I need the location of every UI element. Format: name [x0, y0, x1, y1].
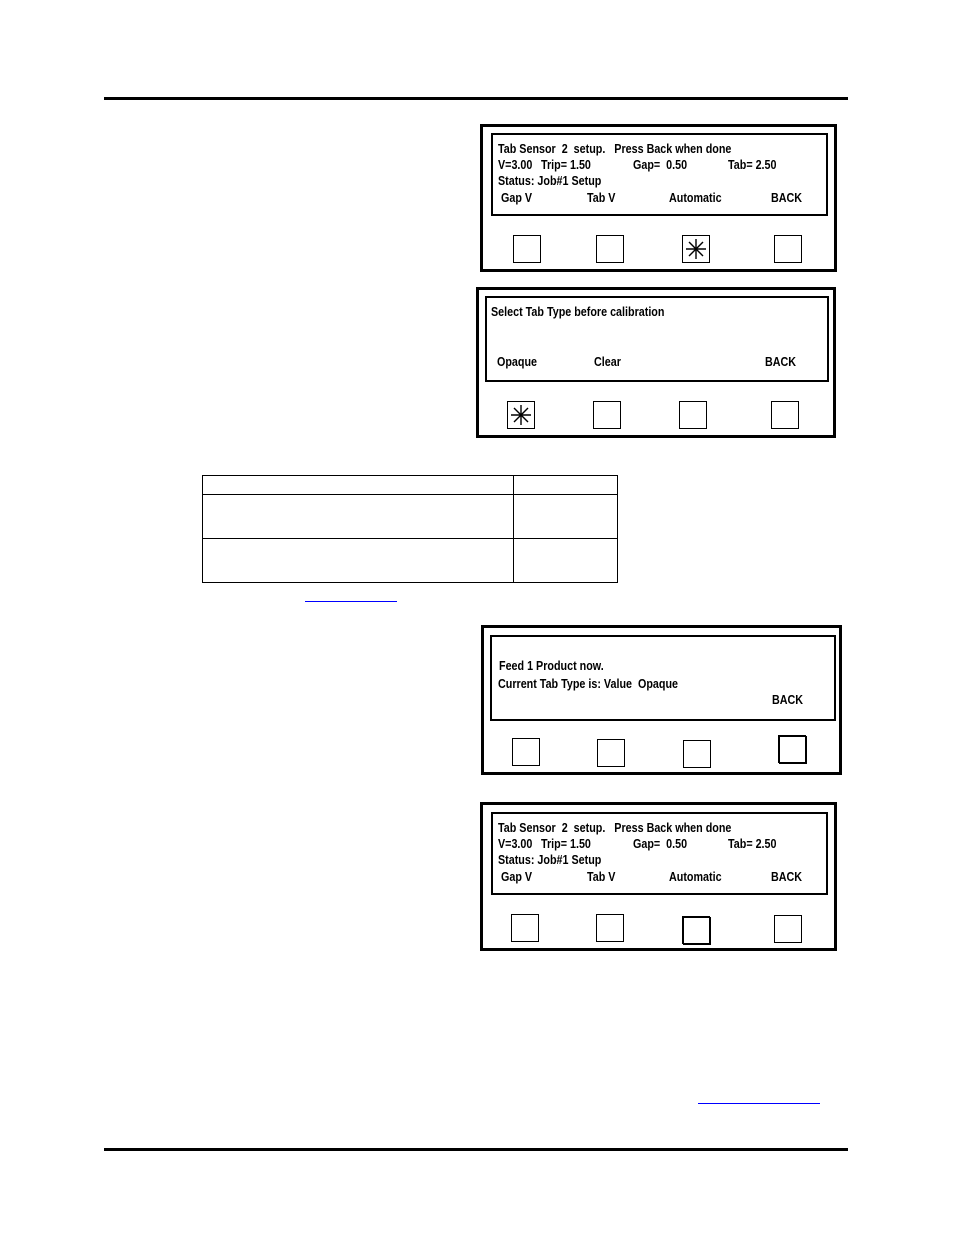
- softkey-1-button[interactable]: [511, 914, 539, 942]
- voltage-value: V=3.00: [498, 158, 533, 172]
- softkey-label-opaque: Opaque: [497, 355, 538, 369]
- softkey-1-button[interactable]: [512, 738, 540, 766]
- softkey-2-button[interactable]: [593, 401, 621, 429]
- softkey-label-automatic: Automatic: [669, 870, 722, 884]
- softkey-label-back: BACK: [771, 191, 803, 205]
- footer-rule: [104, 1148, 848, 1151]
- screen-title: Tab Sensor 2 setup. Press Back when done: [498, 142, 732, 156]
- lcd-screen: [490, 635, 836, 721]
- link-underline[interactable]: [698, 1103, 820, 1104]
- lcd-screen: [485, 296, 829, 382]
- softkey-2-button[interactable]: [596, 914, 624, 942]
- voltage-value: V=3.00: [498, 837, 533, 851]
- trip-value: Trip= 1.50: [541, 837, 591, 851]
- blank-table: [202, 475, 618, 583]
- softkey-3-button[interactable]: [679, 401, 707, 429]
- display-panel-tab-sensor-setup: [480, 124, 837, 272]
- asterisk-icon: [684, 237, 708, 261]
- tab-value: Tab= 2.50: [728, 837, 777, 851]
- softkey-3-button[interactable]: [683, 740, 711, 768]
- softkey-4-button[interactable]: [779, 736, 807, 764]
- softkey-label-gap-v: Gap V: [501, 191, 533, 205]
- softkey-label-tab-v: Tab V: [587, 870, 616, 884]
- display-panel-select-tab-type: [476, 287, 836, 438]
- softkey-3-button[interactable]: [682, 235, 710, 263]
- softkey-label-back: BACK: [771, 870, 803, 884]
- softkey-label-clear: Clear: [594, 355, 621, 369]
- softkey-1-button[interactable]: [507, 401, 535, 429]
- header-rule: [104, 97, 848, 100]
- display-panel-feed-product: [481, 625, 842, 775]
- table-row-divider: [203, 538, 617, 539]
- softkey-3-button[interactable]: [683, 917, 711, 945]
- display-panel-tab-sensor-setup-result: [480, 802, 837, 951]
- softkey-4-button[interactable]: [774, 235, 802, 263]
- softkey-label-back: BACK: [765, 355, 797, 369]
- screen-title: Tab Sensor 2 setup. Press Back when done: [498, 821, 732, 835]
- tab-value: Tab= 2.50: [728, 158, 777, 172]
- table-row-divider: [203, 494, 617, 495]
- softkey-label-back: BACK: [772, 693, 804, 707]
- gap-value: Gap= 0.50: [633, 158, 688, 172]
- current-tab-type: Current Tab Type is: Value Opaque: [498, 677, 679, 691]
- softkey-label-tab-v: Tab V: [587, 191, 616, 205]
- softkey-4-button[interactable]: [774, 915, 802, 943]
- status-line: Status: Job#1 Setup: [498, 853, 602, 867]
- screen-title: Select Tab Type before calibration: [491, 305, 665, 319]
- softkey-4-button[interactable]: [771, 401, 799, 429]
- trip-value: Trip= 1.50: [541, 158, 591, 172]
- lcd-screen: [491, 133, 828, 216]
- feed-instruction: Feed 1 Product now.: [499, 659, 604, 673]
- lcd-screen: [491, 812, 828, 895]
- softkey-2-button[interactable]: [596, 235, 624, 263]
- softkey-1-button[interactable]: [513, 235, 541, 263]
- asterisk-icon: [509, 403, 533, 427]
- status-line: Status: Job#1 Setup: [498, 174, 602, 188]
- softkey-label-gap-v: Gap V: [501, 870, 533, 884]
- table-column-divider: [513, 476, 514, 582]
- link-underline[interactable]: [305, 601, 397, 602]
- softkey-2-button[interactable]: [597, 739, 625, 767]
- gap-value: Gap= 0.50: [633, 837, 688, 851]
- softkey-label-automatic: Automatic: [669, 191, 722, 205]
